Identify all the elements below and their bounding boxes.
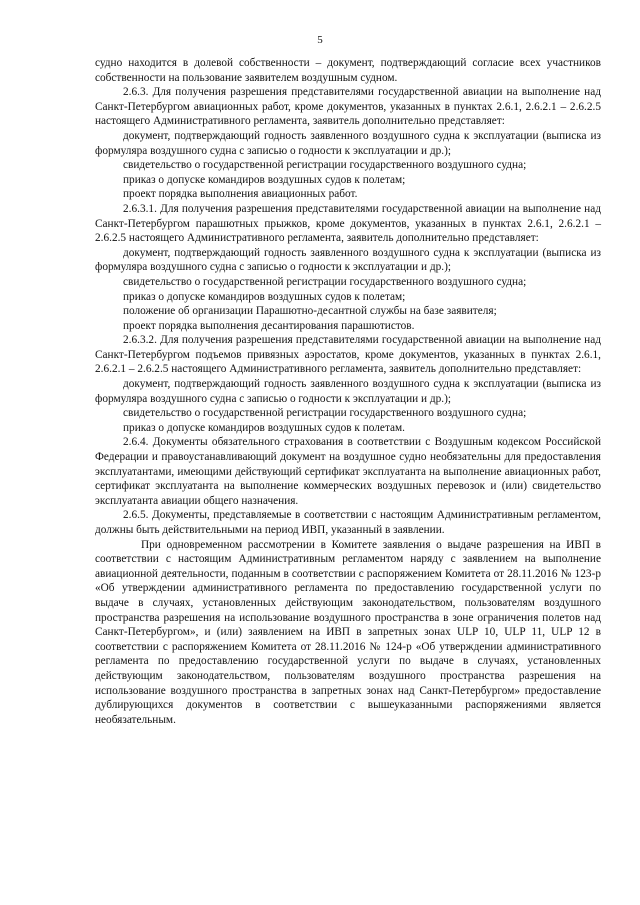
paragraph-2-6-3-2: 2.6.3.2. Для получения разрешения представителями государственной авиации на выполнение над Санкт-Петербургом подъемов привязных аэростатов, кроме документов, указанных в пунктах 2.6.1, 2.6.2.1 – 2.6.2.5 настоящего Административного регламента, заявитель дополнительно представляет: — [95, 334, 601, 376]
paragraph-2-6-3-1: 2.6.3.1. Для получения разрешения представителями государственной авиации на выполнение над Санкт-Петербургом парашютных прыжков, кроме документов, указанных в пунктах 2.6.1, 2.6.2.1 – 2.6.2.5 настоящего Административного регламента, заявитель дополнительно представляет: — [95, 202, 601, 245]
list-item: документ, подтверждающий годность заявленного воздушного судна к эксплуатации (выписка из формуляра воздушного судна с записью о годности к эксплуатации и др.); — [95, 378, 601, 405]
paragraph-simultaneous-review: При одновременном рассмотрении в Комитете заявления о выдаче разрешения на ИВП в соответствии с настоящим Административным регламентом наряду с заявлением на выполнение авиационной деятельности, поданным в соответствии с распоряжением Комитета от 28.11.2016 № 123-р «Об утверждении административного регламента по предоставлению государственной услуги по выдаче в случаях, установленных действующим законодательством, пользователям воздушного пространства разрешения на использование воздушного пространства в зоне ограничения полетов над Санкт-Петербургом», и (или) заявлением на ИВП в запретных зонах ULP 10, ULP 11, ULP 12 в соответствии с распоряжением Комитета от 28.11.2016 № 124-р «Об утверждении административного регламента по предоставлению государственной услуги по выдаче в случаях, установленных действующим законодательством, пользователям воздушного пространства разрешения на использование воздушного пространства в запретных зонах над Санкт-Петербургом» предоставление дублирующихся документов в соответствии с вышеуказанными распоряжениями является необязательным. — [95, 538, 601, 726]
list-item: приказ о допуске командиров воздушных судов к полетам; — [123, 290, 406, 303]
paragraph-2-6-3: 2.6.3. Для получения разрешения представителями государственной авиации на выполнение над Санкт-Петербургом авиационных работ, кроме документов, указанных в пунктах 2.6.1, 2.6.2.1 – 2.6.2.5 настоящего Административного регламента, заявитель дополнительно представляет: — [95, 86, 601, 128]
page-number: 5 — [317, 34, 323, 46]
list-item: приказ о допуске командиров воздушных судов к полетам; — [123, 173, 406, 186]
list-item: положение об организации Парашютно-десантной службы на базе заявителя; — [123, 305, 497, 318]
list-item: документ, подтверждающий годность заявленного воздушного судна к эксплуатации (выписка из формуляра воздушного судна с записью о годности к эксплуатации и др.); — [95, 246, 601, 274]
paragraph-2-6-4: 2.6.4. Документы обязательного страхования в соответствии с Воздушным кодексом Российской Федерации и правоустанавливающий документ на воздушное судно необязательны для предоставления эксплуатантами, имеющими действующий сертификат эксплуатанта на выполнение авиационных работ, сертификат эксплуатанта на выполнение коммерческих воздушных перевозок и (или) свидетельство эксплуатанта авиации общего назначения. — [95, 436, 601, 507]
list-item: документ, подтверждающий годность заявленного воздушного судна к эксплуатации (выписка из формуляра воздушного судна с записью о годности к эксплуатации и др.); — [95, 129, 601, 157]
list-item: свидетельство о государственной регистрации государственного воздушного судна; — [123, 159, 527, 172]
list-item: проект порядка выполнения десантирования парашютистов. — [123, 319, 415, 332]
list-item: проект порядка выполнения авиационных работ. — [123, 188, 358, 201]
paragraph-ownership-consent: судно находится в долевой собственности – документ, подтверждающий согласие всех участников собственности на пользование заявителем воздушным судном. — [95, 57, 601, 84]
list-item: свидетельство о государственной регистрации государственного воздушного судна; — [123, 407, 527, 420]
paragraph-2-6-5: 2.6.5. Документы, представляемые в соответствии с настоящим Административным регламентом, должны быть действительными на период ИВП, указанный в заявлении. — [95, 509, 601, 536]
list-item: приказ о допуске командиров воздушных судов к полетам. — [123, 421, 406, 434]
document-body — [95, 56, 601, 727]
list-item: свидетельство о государственной регистрации государственного воздушного судна; — [123, 275, 527, 288]
